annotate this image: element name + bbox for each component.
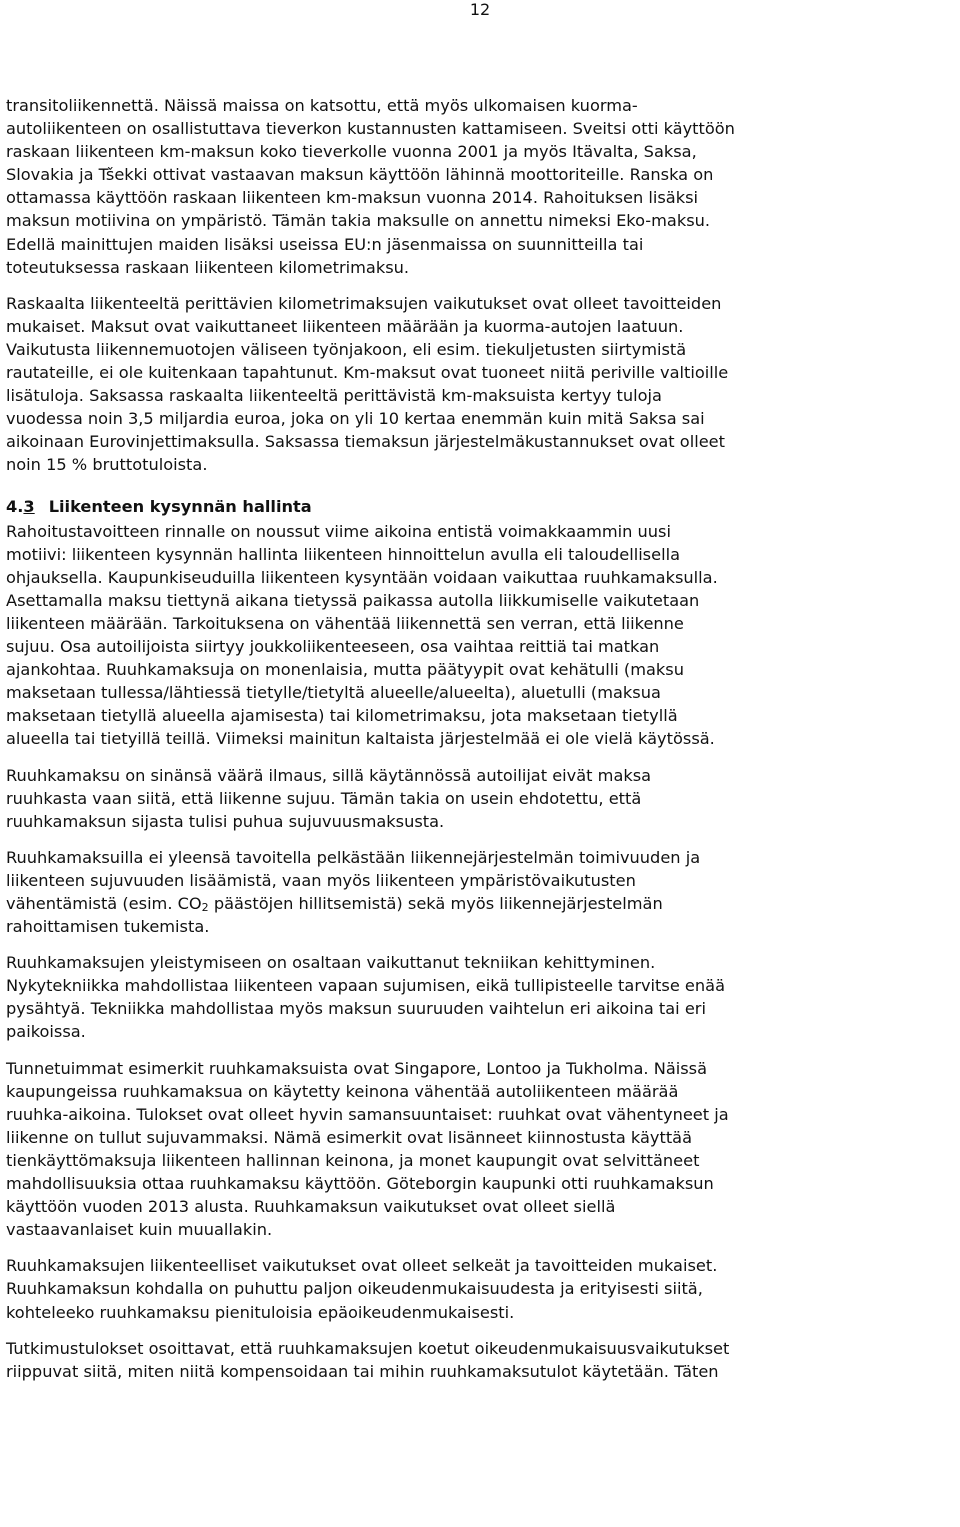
paragraph-co2: [6, 846, 956, 938]
section-number-suffix: 3: [23, 496, 35, 516]
co2-subscript: 2: [201, 901, 209, 914]
paragraph: Ruuhkamaksujen liikenteelliset vaikutukset ovat olleet selkeät ja tavoitteiden mukaiset. Ruuhkamaksun kohdalla on puhuttu paljon oikeudenmukaisuudesta ja erityisesti siitä, kohteleeko ruuhkamaksu pienituloisia epäoikeudenmukaisesti.: [6, 1256, 718, 1322]
document-body: [6, 94, 956, 1396]
section-number: [6, 497, 35, 516]
paragraph: Tunnetuimmat esimerkit ruuhkamaksuista ovat Singapore, Lontoo ja Tukholma. Näissä kaupungeissa ruuhkamaksua on käytetty keinona vähentää autoliikenteen määrää ruuhka-aikoina. Tulokset ovat olleet hyvin samansuuntaiset: ruuhkat ovat vähentyneet ja liikenne on tullut sujuvammaksi. Nämä esimerkit ovat lisänneet kiinnostusta käyttää tienkäyttömaksuja liikenteen hallinnan keinona, ja monet kaupungit ovat selvittäneet mahdollisuuksia ottaa ruuhkamaksu käyttöön. Göteborgin kaupunki otti ruuhkamaksun käyttöön vuoden 2013 alusta. Ruuhkamaksun vaikutukset ovat olleet siellä vastaavanlaiset kuin muuallakin.: [6, 1058, 729, 1240]
paragraph: Ruuhkamaksujen yleistymiseen on osaltaan vaikuttanut tekniikan kehittyminen. Nykytekniikka mahdollistaa liikenteen vapaan sujumisen, eikä tullipisteelle tarvitse enää pysähtyä. Tekniikka mahdollistaa myös maksun suuruuden vaihtelun eri aikoina tai eri paikoissa.: [6, 953, 725, 1042]
paragraph: transitoliikennettä. Näissä maissa on katsottu, että myös ulkomaisen kuorma- autoliikenteen on osallistuttava tieverkon kustannusten kattamiseen. Sveitsi otti käyttöön raskaan liikenteen km-maksun koko tieverkolle vuonna 2001 ja myös Itävalta, Saksa, Slovakia ja Tšekki ottivat vastaavan maksun käyttöön lähinnä moottoriteille. Ranska on ottamassa käyttöön raskaan liikenteen km-maksun vuonna 2014. Rahoituksen lisäksi maksun motiivina on ympäristö. Tämän takia maksulle on annettu nimeksi Eko-maksu. Edellä mainittujen maiden lisäksi useissa EU:n jäsenmaissa on suunnitteilla tai toteutuksessa raskaan liikenteen kilometrimaksu.: [6, 96, 735, 277]
paragraph: Rahoitustavoitteen rinnalle on noussut viime aikoina entistä voimakkaammin uusi motiivi: liikenteen kysynnän hallinta liikenteen hinnoittelun avulla eli taloudellisella ohjauksella. Kaupunkiseuduilla liikenteen kysyntään voidaan vaikuttaa ruuhkamaksulla. Asettamalla maksu tiettynä aikana tietyssä paikassa autolla liikkumiselle vaikutetaan liikenteen määrään. Tarkoituksena on vähentää liikennettä sen verran, että liikenne sujuu. Osa autoilijoista siirtyy joukkoliikenteeseen, osa vaihtaa reittiä tai matkan ajankohtaa. Ruuhkamaksuja on monenlaisia, mutta päätyypit ovat kehätulli (maksu maksetaan tullessa/lähtiessä tietylle/tietyltä alueelle/alueelta), aluetulli (maksua maksetaan tietyllä alueella ajamisesta) tai kilometrimaksu, jota maksetaan tietyllä alueella tai tietyillä teillä. Viimeksi mainitun kaltaista järjestelmää ei ole vielä käytössä.: [6, 521, 718, 749]
paragraph: Tutkimustulokset osoittavat, että ruuhkamaksujen koetut oikeudenmukaisuusvaikutukset riippuvat siitä, miten niitä kompensoidaan tai mihin ruuhkamaksutulot käytetään. Täten: [6, 1338, 730, 1381]
section-heading: [6, 495, 956, 518]
paragraph: Ruuhkamaksu on sinänsä väärä ilmaus, sillä käytännössä autoilijat eivät maksa ruuhkasta vaan siitä, että liikenne sujuu. Tämän takia on usein ehdotettu, että ruuhkamaksun sijasta tulisi puhua sujuvuusmaksusta.: [6, 765, 652, 831]
co2-text-after: päästöjen hillitsemistä) sekä myös liikennejärjestelmän rahoittamisen tukemista.: [6, 894, 663, 937]
co2-text-before: Ruuhkamaksuilla ei yleensä tavoitella pelkästään liikennejärjestelmän toimivuuden ja liikenteen sujuvuuden lisäämistä, vaan myös liikenteen ympäristövaikutusten vähentämistä (esim. CO: [6, 847, 701, 913]
section-number-prefix: 4.: [6, 496, 24, 516]
page-number: 12: [469, 0, 491, 19]
section-title: Liikenteen kysynnän hallinta: [48, 496, 312, 516]
paragraph: Raskaalta liikenteeltä perittävien kilometrimaksujen vaikutukset ovat olleet tavoitteiden mukaiset. Maksut ovat vaikuttaneet liikenteen määrään ja kuorma-autojen laatuun. Vaikutusta liikennemuotojen väliseen työnjakoon, eli esim. tiekuljetusten siirtymistä rautateille, ei ole kuitenkaan tapahtunut. Km-maksut ovat tuoneet niitä periville valtioille lisätuloja. Saksassa raskaalta liikenteeltä perittävistä km-maksuista kertyy tuloja vuodessa noin 3,5 miljardia euroa, joka on yli 10 kertaa enemmän kuin mitä Saksa sai aikoinaan Eurovinjettimaksulla. Saksassa tiemaksun järjestelmäkustannukset ovat olleet noin 15 % bruttotuloista.: [6, 293, 729, 475]
